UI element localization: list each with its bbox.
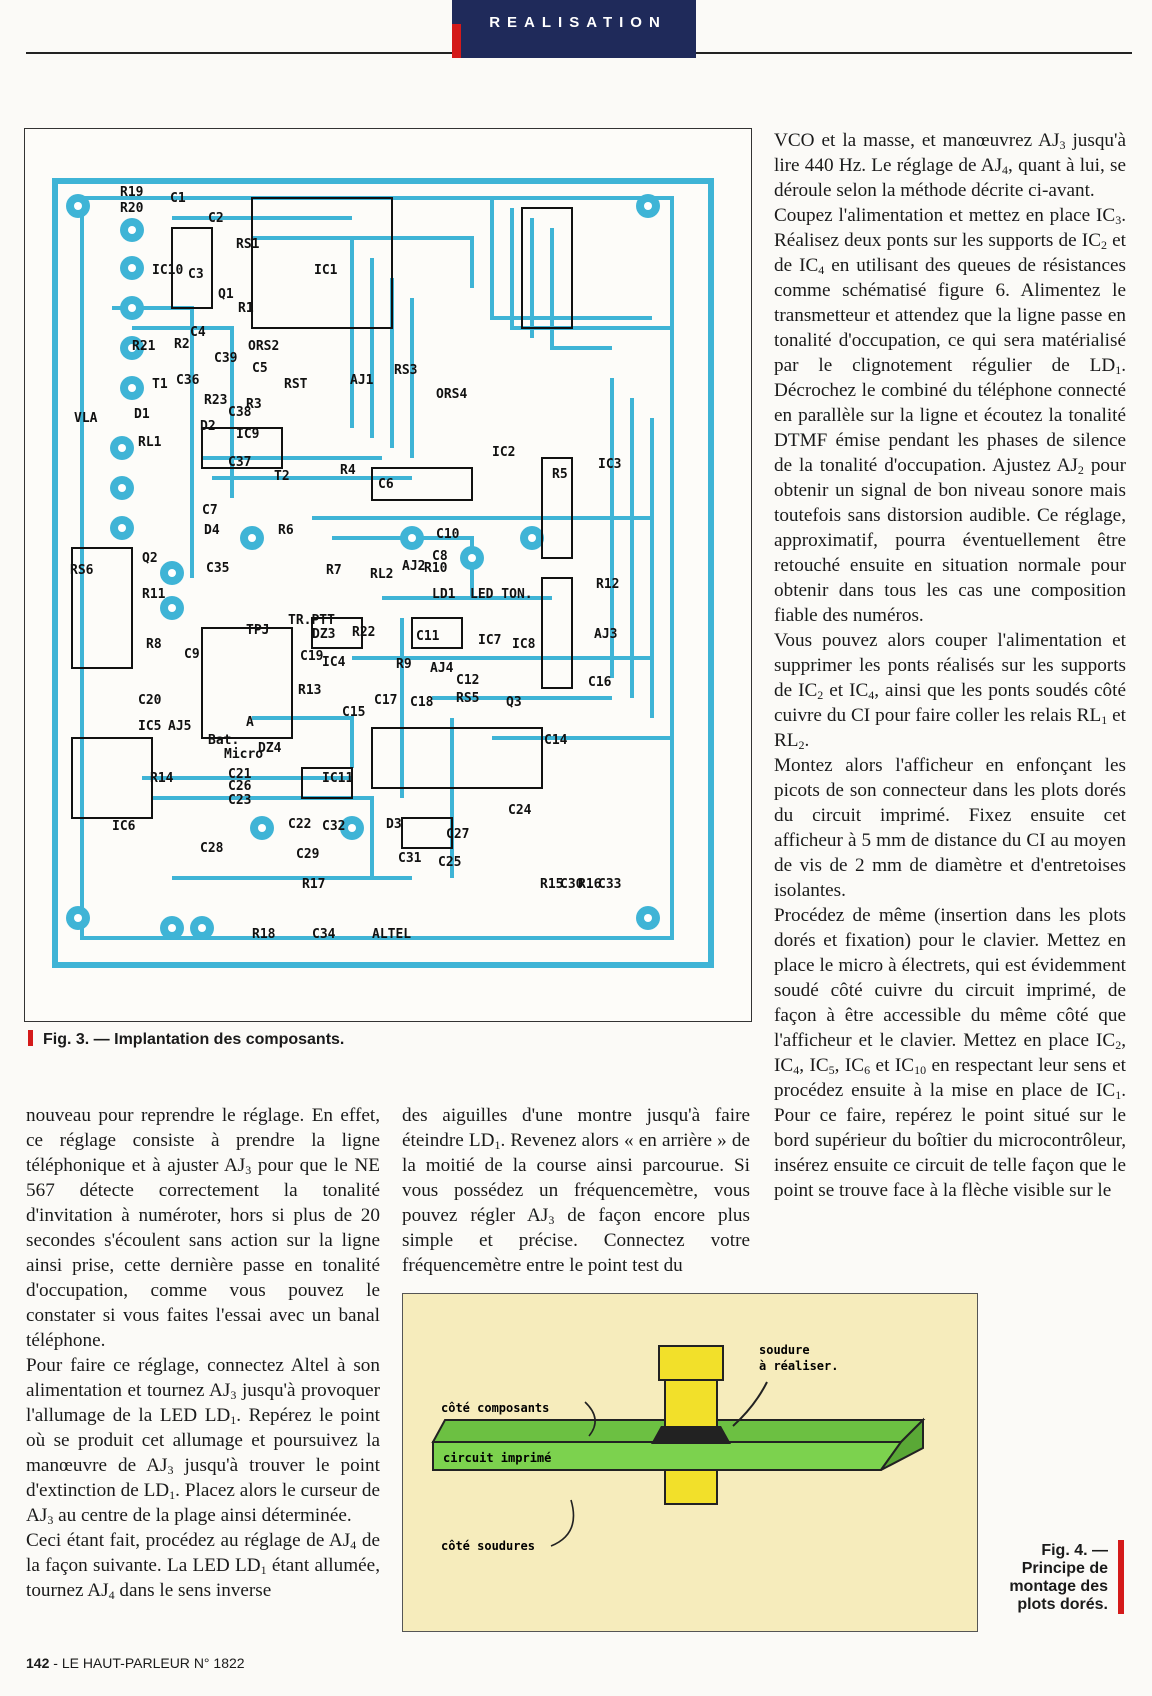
paragraph: Coupez l'alimentation et mettez en place $IC_3$. Réalisez deux ponts sur les supports de $IC_2$ et de $IC_4$ en utilisant des queues de résistances comme schématisé figure 6. Alimentez le transmetteur et attendez que la ligne passe en tonalité d'occupation, ce qui sera matérialisé par le clignotement régulier de $LD_1$. Décrochez le combiné du téléphone connecté en parallèle sur la ligne et écoutez la tonalité DTMF émise pendant les phases de silence de la tonalité d'occupation. Ajustez $AJ_2$ pour obtenir un signal de bon niveau sonore mais toutefois sans distorsion audible. Ce réglage, approximatif, pourra éventuellement être retouché ensuite en situation normale pour obtenir dans tous les cas une composition fiable des numéros. <box>774 205 1126 626</box>
pcb-label: LED TON. <box>470 587 533 602</box>
pcb-label: C12 <box>456 673 480 688</box>
pcb-label: AJ3 <box>594 627 618 642</box>
pcb-label: C25 <box>438 855 462 870</box>
pcb-label: R6 <box>278 523 294 538</box>
pcb-hole <box>198 924 206 932</box>
pcb-hole <box>128 226 136 234</box>
pcb-label: TPJ <box>246 623 270 638</box>
pcb-label: R2 <box>174 337 190 352</box>
pcb-label: D1 <box>134 407 150 422</box>
section-tag-accent <box>452 24 461 58</box>
pcb-label: IC11 <box>322 771 354 786</box>
pcb-label: T1 <box>152 377 168 392</box>
pcb-hole <box>248 534 256 542</box>
pcb-label: C6 <box>378 477 394 492</box>
pcb-label: C20 <box>138 693 162 708</box>
paragraph: Vous pouvez alors couper l'alimentation et supprimer les ponts réalisés sur les supports de $IC_2$ et $IC_4$, ainsi que les ponts soudés côté cuivre du CI pour faire coller les relais $RL_1$ et $RL_2$. <box>774 630 1126 752</box>
pcb-label: RS3 <box>394 363 418 378</box>
pcb-label: Q1 <box>218 287 234 302</box>
paragraph: VCO et la masse, et manœuvrez $AJ_3$ jusqu'à lire 440 Hz. Le réglage de $AJ_4$, quant à lui, se déroule selon la méthode décrite ci-avant. <box>774 130 1126 201</box>
pcb-label: DZ4 <box>258 741 282 756</box>
pcb-label: AJ1 <box>350 373 374 388</box>
pcb-hole <box>168 604 176 612</box>
pcb-label: C11 <box>416 629 440 644</box>
pcb-hole <box>408 534 416 542</box>
pcb-label: D4 <box>204 523 220 538</box>
pcb-label: C37 <box>228 455 252 470</box>
text-column-2 <box>402 1103 750 1278</box>
page-footer: 142 - LE HAUT-PARLEUR N° 1822 <box>26 1655 245 1671</box>
pcb-label: IC4 <box>322 655 346 670</box>
pcb-label: R14 <box>150 771 174 786</box>
pcb-label: C32 <box>322 819 346 834</box>
paragraph: Montez alors l'afficheur en enfonçant les picots de son connecteur dans les plots dorés du circuit imprimé. Fixez ensuite cet afficheur à 5 mm de distance du CI au moyen de vis de 2 mm de diamètre et d'entretoises isolantes. <box>774 755 1126 901</box>
caption-line: plots dorés. <box>1017 1596 1108 1613</box>
pcb-label: DZ3 <box>312 627 336 642</box>
pcb-label: R10 <box>424 561 448 576</box>
pcb-hole <box>74 202 82 210</box>
caption-line: Principe de <box>1021 1560 1108 1577</box>
pcb-hole <box>128 264 136 272</box>
label-pcb: circuit imprimé <box>443 1451 552 1465</box>
caption-line: Fig. 4. — <box>1041 1542 1108 1559</box>
gold-pin-bottom <box>665 1470 717 1504</box>
paragraph: des aiguilles d'une montre jusqu'à faire éteindre $LD_1$. Revenez alors « en arrière » de la moitié de la course ainsi parcourue. Si vous possédez un fréquencemètre, vous pouvez régler $AJ_3$ de façon encore plus simple et précise. Connectez votre fréquencemètre entre le point test du <box>402 1105 750 1276</box>
gold-pin-top <box>665 1380 717 1430</box>
pcb-label: C28 <box>200 841 224 856</box>
pcb-label: D2 <box>200 419 216 434</box>
pcb-label: R7 <box>326 563 342 578</box>
pcb-hole <box>74 914 82 922</box>
pcb-label: C23 <box>228 793 252 808</box>
pcb-label: LD1 <box>432 587 456 602</box>
pcb-label: IC3 <box>598 457 622 472</box>
pcb-label: R17 <box>302 877 326 892</box>
paragraph: nouveau pour reprendre le réglage. En effet, ce réglage consiste à prendre la ligne téléphonique et à ajuster $AJ_3$ pour que le NE 567 détecte correctement la tonalité d'invitation à numéroter, hors si plus de 20 secondes s'écoulent sans action sur la ligne ainsi prise, cette dernière passe en tonalité d'occupation, comme vous pouvez le constater si vous faites l'essai avec un banal téléphone. <box>26 1105 380 1351</box>
pcb-label: RS1 <box>236 237 260 252</box>
pcb-label: C38 <box>228 405 252 420</box>
pcb-label: RS5 <box>456 691 480 706</box>
pcb-label: IC5 <box>138 719 162 734</box>
pcb-label: C34 <box>312 927 336 942</box>
pcb-label: C35 <box>206 561 230 576</box>
solder-joint <box>651 1426 731 1444</box>
pcb-label: IC8 <box>512 637 536 652</box>
caption-line: montage des <box>1009 1578 1108 1595</box>
pcb-label: R19 <box>120 185 144 200</box>
pcb-label: R13 <box>298 683 322 698</box>
pcb-label: C9 <box>184 647 200 662</box>
pcb-label: C31 <box>398 851 422 866</box>
pcb-label: Q3 <box>506 695 522 710</box>
label-solder-2: à réaliser. <box>759 1359 839 1373</box>
pcb-label: IC10 <box>152 263 184 278</box>
pcb-label: ORS2 <box>248 339 280 354</box>
pcb-hole <box>168 569 176 577</box>
figure-3-caption: Fig. 3. — Implantation des composants. <box>28 1030 344 1049</box>
pcb-label: RS6 <box>70 563 94 578</box>
pcb-label: C39 <box>214 351 238 366</box>
pcb-label: C7 <box>202 503 218 518</box>
pcb-label: ORS4 <box>436 387 468 402</box>
pcb-label: C8 <box>432 549 448 564</box>
pcb-label: T2 <box>274 469 290 484</box>
pcb-label: IC6 <box>112 819 136 834</box>
pcb-label: C10 <box>436 527 460 542</box>
pcb-hole <box>168 924 176 932</box>
pcb-label: ALTEL <box>372 927 412 942</box>
pcb-label: C18 <box>410 695 434 710</box>
arrow-bottom <box>551 1500 574 1546</box>
text-column-1 <box>26 1103 380 1603</box>
pcb-label: IC9 <box>236 427 260 442</box>
pcb-hole <box>644 914 652 922</box>
label-solder: soudure <box>759 1343 810 1357</box>
pcb-label: C4 <box>190 325 206 340</box>
pcb-hole <box>348 824 356 832</box>
pcb-label: C19 <box>300 649 324 664</box>
pcb-label: C24 <box>508 803 532 818</box>
pcb-label: R16 <box>578 877 602 892</box>
caption-accent <box>1118 1540 1124 1614</box>
pcb-label: AJ4 <box>430 661 454 676</box>
pcb-label: C22 <box>288 817 312 832</box>
figure-4-caption <box>990 1542 1108 1614</box>
pcb-hole <box>118 444 126 452</box>
pcb-label: R20 <box>120 201 144 216</box>
pcb-label: R8 <box>146 637 162 652</box>
pcb-label: AJ2 <box>402 559 426 574</box>
pcb-label: D3 <box>386 817 402 832</box>
pcb-label: R15 <box>540 877 564 892</box>
issue-number: N° 1822 <box>193 1655 245 1671</box>
pcb-hole <box>118 484 126 492</box>
pcb-label: C15 <box>342 705 366 720</box>
text-column-3 <box>774 128 1126 1203</box>
pcb-label: C21 <box>228 767 252 782</box>
pcb-label: RL1 <box>138 435 162 450</box>
pcb-label: TR.PTT <box>288 613 335 628</box>
pcb-hole <box>118 524 126 532</box>
gold-pin-head <box>659 1346 723 1380</box>
figure-4-frame <box>402 1293 978 1632</box>
paragraph: Ceci étant fait, procédez au réglage de $AJ_4$ de la façon suivante. La LED $LD_1$ étant allumée, tournez $AJ_4$ dans le sens inverse <box>26 1530 380 1602</box>
pcb-hole <box>128 304 136 312</box>
pcb-label: R12 <box>596 577 620 592</box>
pcb-label: RL2 <box>370 567 394 582</box>
figure-3-pcb-layout <box>52 178 714 968</box>
pcb-label: IC7 <box>478 633 502 648</box>
pcb-label: C26 <box>228 779 252 794</box>
pcb-label: VLA <box>74 411 98 426</box>
pcb-label: Micro <box>224 747 264 762</box>
figure-4-diagram <box>403 1294 977 1631</box>
pcb-label: R21 <box>132 339 156 354</box>
pcb-label: R9 <box>396 657 412 672</box>
pcb-hole <box>258 824 266 832</box>
pcb-label: R1 <box>238 301 254 316</box>
section-title: REALISATION <box>489 14 667 31</box>
pcb-label: R18 <box>252 927 276 942</box>
pcb-hole <box>468 554 476 562</box>
label-components-side: côté composants <box>441 1401 550 1415</box>
paragraph: Procédez de même (insertion dans les plots dorés et fixation) pour le clavier. Mettez en place le micro à électrets, qui est évidemment soudé côté cuivre du circuit imprimé, de façon à être accessible du même côté que l'afficheur et le clavier. Mettez en place $IC_2$, $IC_4$, $IC_5$, $IC_6$ et $IC_{10}$ en respectant leur sens et procédez ensuite à la mise en place de $IC_1$. Pour ce faire, repérez le point situé sur le bord supérieur du boîtier du microcontrôleur, insérez ensuite ce circuit de telle façon que le point se trouve face à la flèche visible sur le <box>774 905 1126 1201</box>
pcb-label: R3 <box>246 397 262 412</box>
pcb-label: R11 <box>142 587 166 602</box>
pcb-label: C33 <box>598 877 622 892</box>
pcb-hole <box>644 202 652 210</box>
page-number: 142 <box>26 1655 50 1671</box>
pcb-label: A <box>246 715 254 730</box>
pcb-label: AJ5 <box>168 719 192 734</box>
pcb-label: RST <box>284 377 308 392</box>
pcb-label: IC1 <box>314 263 338 278</box>
pcb-label: C29 <box>296 847 320 862</box>
pcb-label: R23 <box>204 393 228 408</box>
pcb-label: C1 <box>170 191 186 206</box>
pcb-label: C2 <box>208 211 224 226</box>
pcb-label: Q2 <box>142 551 158 566</box>
pcb-label: C5 <box>252 361 268 376</box>
pcb-label: R4 <box>340 463 356 478</box>
pcb-label: C36 <box>176 373 200 388</box>
paragraph: Pour faire ce réglage, connectez Altel à son alimentation et tournez $AJ_3$ jusqu'à provoquer l'allumage de la LED $LD_1$. Repérez le point où se produit cet allumage et poursuivez la manœuvre de $AJ_3$ jusqu'à trouver le point d'extinction de $LD_1$. Placez alors le curseur de $AJ_3$ au centre de la plage ainsi déterminée. <box>26 1355 380 1527</box>
pcb-label: Bat. <box>208 733 240 748</box>
magazine-name: LE HAUT-PARLEUR <box>61 1655 190 1671</box>
pcb-label: C30 <box>560 877 584 892</box>
pcb-label: IC2 <box>492 445 516 460</box>
pcb-label: C17 <box>374 693 398 708</box>
pcb-label: C27 <box>446 827 470 842</box>
pcb-label: R5 <box>552 467 568 482</box>
pcb-hole <box>128 384 136 392</box>
pcb-label: C14 <box>544 733 568 748</box>
label-solder-side: côté soudures <box>441 1539 535 1553</box>
pcb-label: C16 <box>588 675 612 690</box>
pcb-label: C3 <box>188 267 204 282</box>
pcb-hole <box>528 534 536 542</box>
pcb-label: R22 <box>352 625 376 640</box>
